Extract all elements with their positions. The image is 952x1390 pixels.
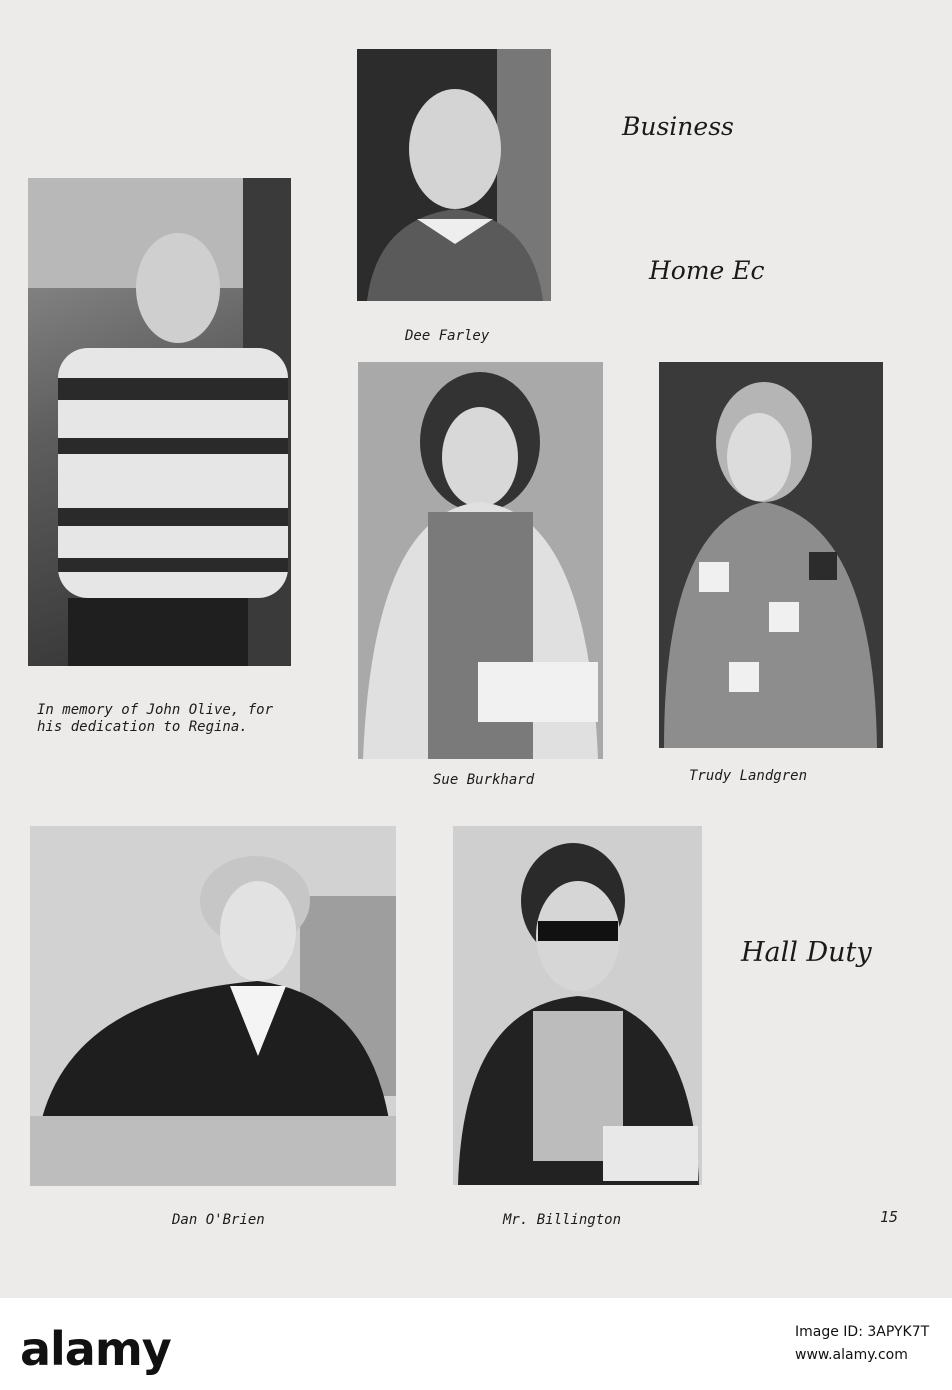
photo-trudy-landgren [659,362,883,748]
caption-memorial-line1: In memory of John Olive, for [37,702,274,718]
caption-memorial-line2: his dedication to Regina. [37,719,248,735]
heading-home-ec: Home Ec [649,256,765,285]
photo-john-olive [28,178,291,666]
photo-sue-burkhard [358,362,603,759]
caption-dee-farley: Dee Farley [405,328,490,344]
page-number: 15 [880,1208,899,1226]
alamy-logo: alamy [20,1322,171,1376]
heading-hall-duty: Hall Duty [741,937,872,968]
heading-business: Business [622,112,734,141]
photo-dee-farley [357,49,551,301]
image-id-label: Image ID: 3APYK7T [795,1324,930,1340]
watermark-url: www.alamy.com [795,1347,908,1363]
photo-mr-billington [453,826,702,1185]
caption-trudy-landgren: Trudy Landgren [689,768,808,784]
caption-sue-burkhard: Sue Burkhard [433,772,535,788]
caption-mr-billington: Mr. Billington [503,1212,622,1228]
caption-dan-obrien: Dan O'Brien [172,1212,265,1228]
photo-dan-obrien [30,826,396,1186]
